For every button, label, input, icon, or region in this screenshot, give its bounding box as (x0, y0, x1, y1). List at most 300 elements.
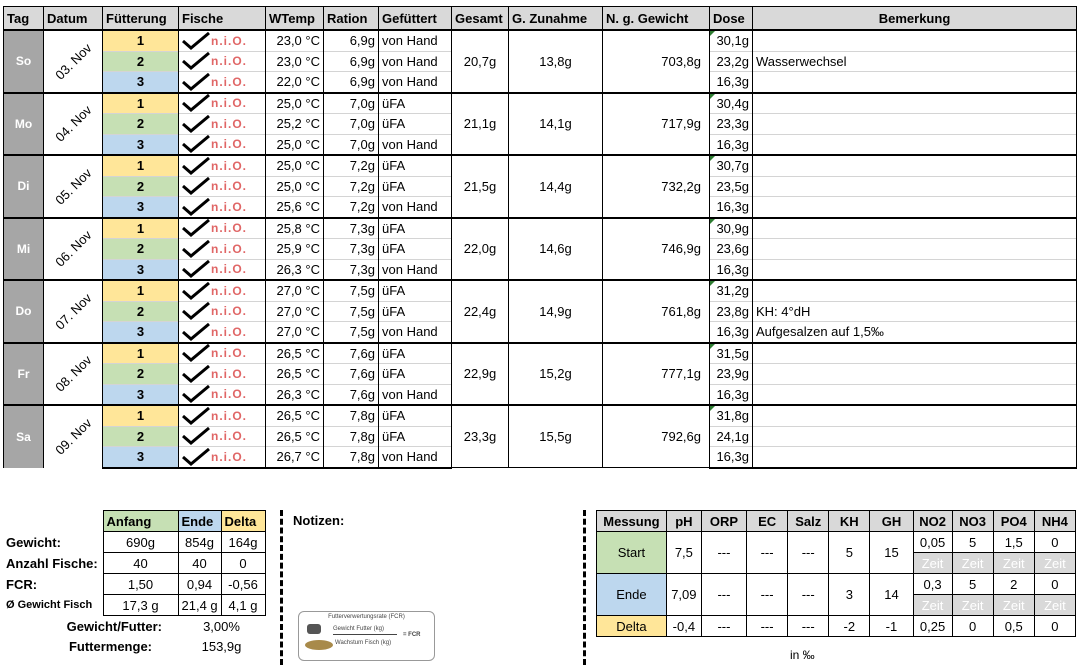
dose-cell[interactable]: 23,2g (710, 51, 753, 72)
fish-status-cell[interactable] (179, 197, 266, 218)
total-cell[interactable]: 22,4g (452, 280, 509, 343)
fish-status-label: n.i.O. (211, 54, 247, 69)
measure-col-ec[interactable]: EC (747, 511, 788, 532)
remark-cell[interactable] (753, 259, 1077, 280)
weight-gain-cell[interactable]: 14,6g (509, 218, 603, 281)
date-cell[interactable] (44, 280, 103, 343)
measure-cell[interactable]: --- (788, 574, 829, 616)
feeding-number[interactable]: 3 (103, 259, 179, 280)
fish-status-cell[interactable] (179, 426, 266, 447)
ration-cell[interactable]: 6,9g (324, 30, 379, 51)
water-temp-cell[interactable]: 25,2 °C (266, 114, 324, 135)
weekday-cell[interactable]: Do (4, 280, 44, 343)
dose-cell[interactable]: 31,2g (710, 280, 753, 301)
measure-cell[interactable]: 0,25 (913, 616, 952, 637)
measure-col-ph[interactable]: pH (666, 511, 701, 532)
fish-status-cell[interactable] (179, 384, 266, 405)
remark-cell[interactable] (753, 134, 1077, 155)
col-header-dose[interactable]: Dose (710, 7, 753, 31)
measure-cell[interactable]: 5 (952, 532, 993, 553)
new-weight-cell[interactable]: 761,8g (603, 280, 710, 343)
remark-cell[interactable]: Wasserwechsel (753, 51, 1077, 72)
measure-cell[interactable]: 1,5 (993, 532, 1034, 553)
checkmark-icon (181, 157, 211, 172)
remark-cell[interactable] (753, 343, 1077, 364)
fed-by-cell[interactable]: üFA (379, 364, 452, 385)
water-temp-cell[interactable]: 23,0 °C (266, 51, 324, 72)
col-header-datum[interactable]: Datum (44, 7, 103, 31)
dose-cell[interactable]: 24,1g (710, 426, 753, 447)
checkmark-icon (181, 303, 211, 318)
fish-status-cell[interactable] (179, 301, 266, 322)
feeding-number[interactable]: 2 (103, 364, 179, 385)
measure-col-salz[interactable]: Salz (788, 511, 829, 532)
ration-cell[interactable]: 7,0g (324, 134, 379, 155)
stats-label: Ø Gewicht Fisch (6, 599, 93, 611)
weight-gain-cell[interactable]: 13,8g (509, 30, 603, 93)
zeit-cell[interactable]: Zeit (993, 595, 1034, 616)
water-temp-cell[interactable]: 27,0 °C (266, 280, 324, 301)
dose-cell[interactable]: 31,8g (710, 405, 753, 426)
ration-cell[interactable]: 7,6g (324, 364, 379, 385)
feeding-number[interactable]: 3 (103, 447, 179, 468)
measure-cell[interactable]: --- (747, 574, 788, 616)
notes-panel[interactable] (280, 510, 586, 665)
ration-cell[interactable]: 7,6g (324, 384, 379, 405)
measure-label-delta[interactable]: Delta (597, 616, 667, 637)
dose-cell[interactable]: 23,9g (710, 364, 753, 385)
fish-status-label: n.i.O. (211, 387, 247, 402)
col-header-gefuettert[interactable]: Gefüttert (379, 7, 452, 31)
stats-cell[interactable]: 40 (178, 553, 221, 574)
stats-cell[interactable]: 40 (103, 553, 178, 574)
fish-status-cell[interactable] (179, 364, 266, 385)
feeding-number[interactable]: 1 (103, 93, 179, 114)
gewicht-futter-value[interactable]: 3,00% (203, 618, 240, 634)
feeding-number[interactable]: 3 (103, 384, 179, 405)
measure-cell[interactable]: 15 (870, 532, 913, 574)
col-header-ration[interactable]: Ration (324, 7, 379, 31)
dose-cell[interactable]: 23,3g (710, 114, 753, 135)
dose-cell[interactable]: 30,7g (710, 155, 753, 176)
weight-gain-cell[interactable]: 14,1g (509, 93, 603, 156)
measure-cell[interactable]: 7,5 (666, 532, 701, 574)
ration-cell[interactable]: 7,0g (324, 114, 379, 135)
futtermenge-value[interactable]: 153,9g (201, 638, 242, 654)
fed-by-cell[interactable]: von Hand (379, 322, 452, 343)
fed-by-cell[interactable]: üFA (379, 239, 452, 260)
feeding-number[interactable]: 2 (103, 239, 179, 260)
remark-cell[interactable]: Aufgesalzen auf 1,5‰ (753, 322, 1077, 343)
stats-label: Gewicht: (6, 534, 61, 550)
dose-cell[interactable]: 30,9g (710, 218, 753, 239)
ration-cell[interactable]: 7,5g (324, 301, 379, 322)
remark-cell[interactable] (753, 239, 1077, 260)
remark-cell[interactable] (753, 218, 1077, 239)
fed-by-cell[interactable]: üFA (379, 426, 452, 447)
ration-cell[interactable]: 6,9g (324, 51, 379, 72)
checkmark-icon (181, 386, 211, 401)
ration-cell[interactable]: 7,5g (324, 280, 379, 301)
measure-col-gh[interactable]: GH (870, 511, 913, 532)
fed-by-cell[interactable]: üFA (379, 176, 452, 197)
fish-status-cell[interactable] (179, 322, 266, 343)
measure-cell[interactable]: --- (788, 616, 829, 637)
fish-status-cell[interactable] (179, 447, 266, 468)
measure-cell[interactable]: --- (701, 616, 746, 637)
measure-cell[interactable]: 2 (993, 574, 1034, 595)
water-temp-cell[interactable]: 25,0 °C (266, 176, 324, 197)
dose-cell[interactable]: 16,3g (710, 134, 753, 155)
feeding-number[interactable]: 3 (103, 197, 179, 218)
remark-cell[interactable] (753, 426, 1077, 447)
feeding-number[interactable]: 3 (103, 322, 179, 343)
fish-status-label: n.i.O. (211, 179, 247, 194)
ration-cell[interactable]: 7,3g (324, 239, 379, 260)
total-cell[interactable]: 22,0g (452, 218, 509, 281)
table-row (4, 218, 1077, 239)
fed-by-cell[interactable]: von Hand (379, 384, 452, 405)
stats-cell[interactable]: 0,94 (178, 574, 221, 595)
stats-cell[interactable]: 164g (221, 532, 265, 553)
water-temp-cell[interactable]: 23,0 °C (266, 30, 324, 51)
remark-cell[interactable] (753, 30, 1077, 51)
ration-cell[interactable]: 7,3g (324, 259, 379, 280)
zeit-cell[interactable]: Zeit (913, 553, 952, 574)
remark-cell[interactable] (753, 405, 1077, 426)
weight-gain-cell[interactable]: 15,5g (509, 405, 603, 468)
feeding-number[interactable]: 1 (103, 218, 179, 239)
measure-cell[interactable]: 3 (829, 574, 870, 616)
checkmark-icon (181, 345, 211, 360)
ration-cell[interactable]: 7,8g (324, 405, 379, 426)
measure-label-start[interactable]: Start (597, 532, 667, 574)
fish-status-cell[interactable] (179, 72, 266, 93)
water-temp-cell[interactable]: 25,0 °C (266, 155, 324, 176)
new-weight-cell[interactable]: 746,9g (603, 218, 710, 281)
measure-cell[interactable]: 7,09 (666, 574, 701, 616)
dose-cell[interactable]: 16,3g (710, 322, 753, 343)
total-cell[interactable]: 23,3g (452, 405, 509, 468)
remark-cell[interactable] (753, 176, 1077, 197)
feeding-number[interactable]: 1 (103, 30, 179, 51)
checkmark-icon (181, 198, 211, 213)
dose-cell[interactable]: 16,3g (710, 197, 753, 218)
dose-cell[interactable]: 31,5g (710, 343, 753, 364)
ration-cell[interactable]: 7,2g (324, 197, 379, 218)
stats-cell[interactable]: 4,1 g (221, 595, 265, 616)
weekday-cell[interactable]: So (4, 30, 44, 93)
measure-cell[interactable]: 0 (1034, 574, 1075, 595)
weight-gain-cell[interactable]: 14,9g (509, 280, 603, 343)
feeding-number[interactable]: 2 (103, 114, 179, 135)
ration-cell[interactable]: 7,8g (324, 426, 379, 447)
ration-cell[interactable]: 7,3g (324, 218, 379, 239)
measure-col-kh[interactable]: KH (829, 511, 870, 532)
dose-cell[interactable]: 23,8g (710, 301, 753, 322)
ration-cell[interactable]: 7,2g (324, 176, 379, 197)
checkmark-icon (181, 115, 211, 130)
fish-status-cell[interactable] (179, 51, 266, 72)
col-header-wtemp[interactable]: WTemp (266, 7, 324, 31)
fed-by-cell[interactable]: von Hand (379, 72, 452, 93)
feeding-number[interactable]: 2 (103, 176, 179, 197)
stats-cell[interactable]: 1,50 (103, 574, 178, 595)
date-label: 08. Nov (51, 352, 95, 395)
date-cell[interactable] (44, 30, 103, 93)
date-cell[interactable] (44, 93, 103, 156)
ration-cell[interactable]: 7,8g (324, 447, 379, 468)
col-header-fuetterung[interactable]: Fütterung (103, 7, 179, 31)
dose-cell[interactable]: 30,4g (710, 93, 753, 114)
zeit-cell[interactable]: Zeit (952, 595, 993, 616)
fish-status-cell[interactable] (179, 280, 266, 301)
measure-cell[interactable]: -2 (829, 616, 870, 637)
col-header-tag[interactable]: Tag (4, 7, 44, 31)
water-temp-cell[interactable]: 27,0 °C (266, 322, 324, 343)
zeit-cell[interactable]: Zeit (1034, 595, 1075, 616)
measure-cell[interactable]: 0,05 (913, 532, 952, 553)
weekday-cell[interactable]: Mi (4, 218, 44, 281)
stats-col-delta[interactable]: Delta (221, 511, 265, 532)
notes-title: Notizen: (293, 513, 345, 528)
weekday-cell[interactable]: Mo (4, 93, 44, 156)
measure-col-no2[interactable]: NO2 (913, 511, 952, 532)
remark-cell[interactable] (753, 72, 1077, 93)
fed-by-cell[interactable]: von Hand (379, 197, 452, 218)
water-temp-cell[interactable]: 26,5 °C (266, 426, 324, 447)
unit-note: in ‰ (790, 648, 815, 662)
measure-header-row (597, 511, 1076, 532)
stats-cell[interactable]: 21,4 g (178, 595, 221, 616)
measure-col-po4[interactable]: PO4 (993, 511, 1034, 532)
fed-by-cell[interactable]: von Hand (379, 259, 452, 280)
date-cell[interactable] (44, 405, 103, 468)
fish-status-label: n.i.O. (211, 408, 247, 423)
remark-cell[interactable] (753, 197, 1077, 218)
checkmark-icon (181, 220, 211, 235)
date-cell[interactable] (44, 343, 103, 406)
new-weight-cell[interactable]: 792,6g (603, 405, 710, 468)
water-temp-cell[interactable]: 22,0 °C (266, 72, 324, 93)
fed-by-cell[interactable]: von Hand (379, 30, 452, 51)
stats-label: FCR: (6, 576, 38, 592)
new-weight-cell[interactable]: 717,9g (603, 93, 710, 156)
fish-status-cell[interactable] (179, 259, 266, 280)
fish-status-cell[interactable] (179, 343, 266, 364)
fed-by-cell[interactable]: von Hand (379, 51, 452, 72)
remark-cell[interactable] (753, 447, 1077, 468)
total-cell[interactable]: 21,5g (452, 155, 509, 218)
col-header-fische[interactable]: Fische (179, 7, 266, 31)
fish-status-cell[interactable] (179, 93, 266, 114)
measure-cell[interactable]: --- (701, 574, 746, 616)
fish-status-label: n.i.O. (211, 221, 247, 236)
total-cell[interactable]: 20,7g (452, 30, 509, 93)
stats-cell[interactable]: 17,3 g (103, 595, 178, 616)
feeding-number[interactable]: 2 (103, 301, 179, 322)
measure-cell[interactable]: 0 (952, 616, 993, 637)
feeding-number[interactable]: 2 (103, 51, 179, 72)
stats-col-ende[interactable]: Ende (178, 511, 221, 532)
fed-by-cell[interactable]: üFA (379, 93, 452, 114)
remark-cell[interactable]: KH: 4°dH (753, 301, 1077, 322)
dose-cell[interactable]: 16,3g (710, 259, 753, 280)
checkmark-icon (181, 428, 211, 443)
dose-cell[interactable]: 16,3g (710, 72, 753, 93)
weekday-cell[interactable]: Sa (4, 405, 44, 468)
stats-cell[interactable]: -0,56 (221, 574, 265, 595)
ration-cell[interactable]: 7,5g (324, 322, 379, 343)
zeit-cell[interactable]: Zeit (1034, 553, 1075, 574)
dose-cell[interactable]: 23,5g (710, 176, 753, 197)
weekday-cell[interactable]: Di (4, 155, 44, 218)
water-temp-cell[interactable]: 26,7 °C (266, 447, 324, 468)
fed-by-cell[interactable]: üFA (379, 280, 452, 301)
water-temp-cell[interactable]: 25,6 °C (266, 197, 324, 218)
water-temp-cell[interactable]: 26,3 °C (266, 384, 324, 405)
fed-by-cell[interactable]: üFA (379, 155, 452, 176)
measure-label-ende[interactable]: Ende (597, 574, 667, 616)
measure-cell[interactable]: 0,5 (993, 616, 1034, 637)
fed-by-cell[interactable]: von Hand (379, 447, 452, 468)
measure-cell[interactable]: --- (788, 532, 829, 574)
measure-cell[interactable]: 0,3 (913, 574, 952, 595)
measure-cell[interactable]: 14 (870, 574, 913, 616)
fish-status-cell[interactable] (179, 239, 266, 260)
fish-status-cell[interactable] (179, 218, 266, 239)
fish-status-cell[interactable] (179, 405, 266, 426)
ration-cell[interactable]: 7,0g (324, 93, 379, 114)
stats-cell[interactable]: 690g (103, 532, 178, 553)
measure-cell[interactable]: 0 (1034, 616, 1075, 637)
water-temp-cell[interactable]: 26,5 °C (266, 343, 324, 364)
fed-by-cell[interactable]: von Hand (379, 134, 452, 155)
fed-by-cell[interactable]: üFA (379, 301, 452, 322)
fish-status-label: n.i.O. (211, 137, 247, 152)
water-temp-cell[interactable]: 25,0 °C (266, 93, 324, 114)
measure-cell[interactable]: 0 (1034, 532, 1075, 553)
weight-gain-cell[interactable]: 15,2g (509, 343, 603, 406)
stats-label: Anzahl Fische: (6, 555, 98, 571)
fish-status-cell[interactable] (179, 134, 266, 155)
dose-cell[interactable]: 23,6g (710, 239, 753, 260)
fish-status-label: n.i.O. (211, 366, 247, 381)
dose-cell[interactable]: 16,3g (710, 384, 753, 405)
ration-cell[interactable]: 7,2g (324, 155, 379, 176)
date-cell[interactable] (44, 155, 103, 218)
remark-cell[interactable] (753, 384, 1077, 405)
stats-cell[interactable]: 0 (221, 553, 265, 574)
checkmark-icon (181, 32, 211, 47)
water-temp-cell[interactable]: 26,5 °C (266, 364, 324, 385)
weekday-cell[interactable]: Fr (4, 343, 44, 406)
measure-cell[interactable]: 5 (952, 574, 993, 595)
fish-status-label: n.i.O. (211, 241, 247, 256)
fed-by-cell[interactable]: üFA (379, 405, 452, 426)
futtermenge-label: Futtermenge: (68, 638, 152, 654)
date-label: 04. Nov (51, 102, 95, 145)
fed-by-cell[interactable]: üFA (379, 114, 452, 135)
checkmark-icon (181, 261, 211, 276)
remark-cell[interactable] (753, 155, 1077, 176)
feeding-number[interactable]: 2 (103, 426, 179, 447)
total-cell[interactable]: 21,1g (452, 93, 509, 156)
fish-status-cell[interactable] (179, 30, 266, 51)
col-header-bemerkung[interactable]: Bemerkung (753, 7, 1077, 31)
fish-status-label: n.i.O. (211, 116, 247, 131)
measure-col-nh4[interactable]: NH4 (1034, 511, 1075, 532)
measure-col-no3[interactable]: NO3 (952, 511, 993, 532)
feeding-number[interactable]: 1 (103, 155, 179, 176)
zeit-cell[interactable]: Zeit (952, 553, 993, 574)
col-header-gesamt[interactable]: Gesamt (452, 7, 509, 31)
measure-cell[interactable]: --- (747, 532, 788, 574)
fish-status-cell[interactable] (179, 176, 266, 197)
measure-cell[interactable]: -1 (870, 616, 913, 637)
feeding-number[interactable]: 1 (103, 343, 179, 364)
fish-status-cell[interactable] (179, 114, 266, 135)
measure-cell[interactable]: -0,4 (666, 616, 701, 637)
stats-col-anfang[interactable]: Anfang (103, 511, 178, 532)
fish-status-label: n.i.O. (211, 96, 247, 111)
header-row (4, 7, 1077, 31)
measure-cell[interactable]: --- (701, 532, 746, 574)
stats-cell[interactable]: 854g (178, 532, 221, 553)
ration-cell[interactable]: 6,9g (324, 72, 379, 93)
total-cell[interactable]: 22,9g (452, 343, 509, 406)
water-temp-cell[interactable]: 25,0 °C (266, 134, 324, 155)
fed-by-cell[interactable]: üFA (379, 343, 452, 364)
remark-cell[interactable] (753, 280, 1077, 301)
new-weight-cell[interactable]: 703,8g (603, 30, 710, 93)
dose-cell[interactable]: 16,3g (710, 447, 753, 468)
col-header-zunahme[interactable]: G. Zunahme (509, 7, 603, 31)
measure-cell[interactable]: 5 (829, 532, 870, 574)
feeding-number[interactable]: 1 (103, 280, 179, 301)
measure-col-orp[interactable]: ORP (701, 511, 746, 532)
new-weight-cell[interactable]: 777,1g (603, 343, 710, 406)
zeit-cell[interactable]: Zeit (913, 595, 952, 616)
fish-status-cell[interactable] (179, 155, 266, 176)
remark-cell[interactable] (753, 114, 1077, 135)
weight-gain-cell[interactable]: 14,4g (509, 155, 603, 218)
date-cell[interactable] (44, 218, 103, 281)
fed-by-cell[interactable]: üFA (379, 218, 452, 239)
new-weight-cell[interactable]: 732,2g (603, 155, 710, 218)
water-temp-cell[interactable]: 25,9 °C (266, 239, 324, 260)
zeit-cell[interactable]: Zeit (993, 553, 1034, 574)
measure-cell[interactable]: --- (747, 616, 788, 637)
table-row (4, 405, 1077, 426)
feeding-number[interactable]: 1 (103, 405, 179, 426)
dose-cell[interactable]: 30,1g (710, 30, 753, 51)
fish-status-label: n.i.O. (211, 304, 247, 319)
water-temp-cell[interactable]: 26,3 °C (266, 259, 324, 280)
water-temp-cell[interactable]: 25,8 °C (266, 218, 324, 239)
col-header-gewicht[interactable]: N. g. Gewicht (603, 7, 710, 31)
feeding-number[interactable]: 3 (103, 134, 179, 155)
ration-cell[interactable]: 7,6g (324, 343, 379, 364)
water-temp-cell[interactable]: 27,0 °C (266, 301, 324, 322)
remark-cell[interactable] (753, 93, 1077, 114)
fish-status-label: n.i.O. (211, 74, 247, 89)
remark-cell[interactable] (753, 364, 1077, 385)
water-temp-cell[interactable]: 26,5 °C (266, 405, 324, 426)
stats-row-fcr (3, 574, 265, 595)
feeding-number[interactable]: 3 (103, 72, 179, 93)
measure-col-messung[interactable]: Messung (597, 511, 667, 532)
